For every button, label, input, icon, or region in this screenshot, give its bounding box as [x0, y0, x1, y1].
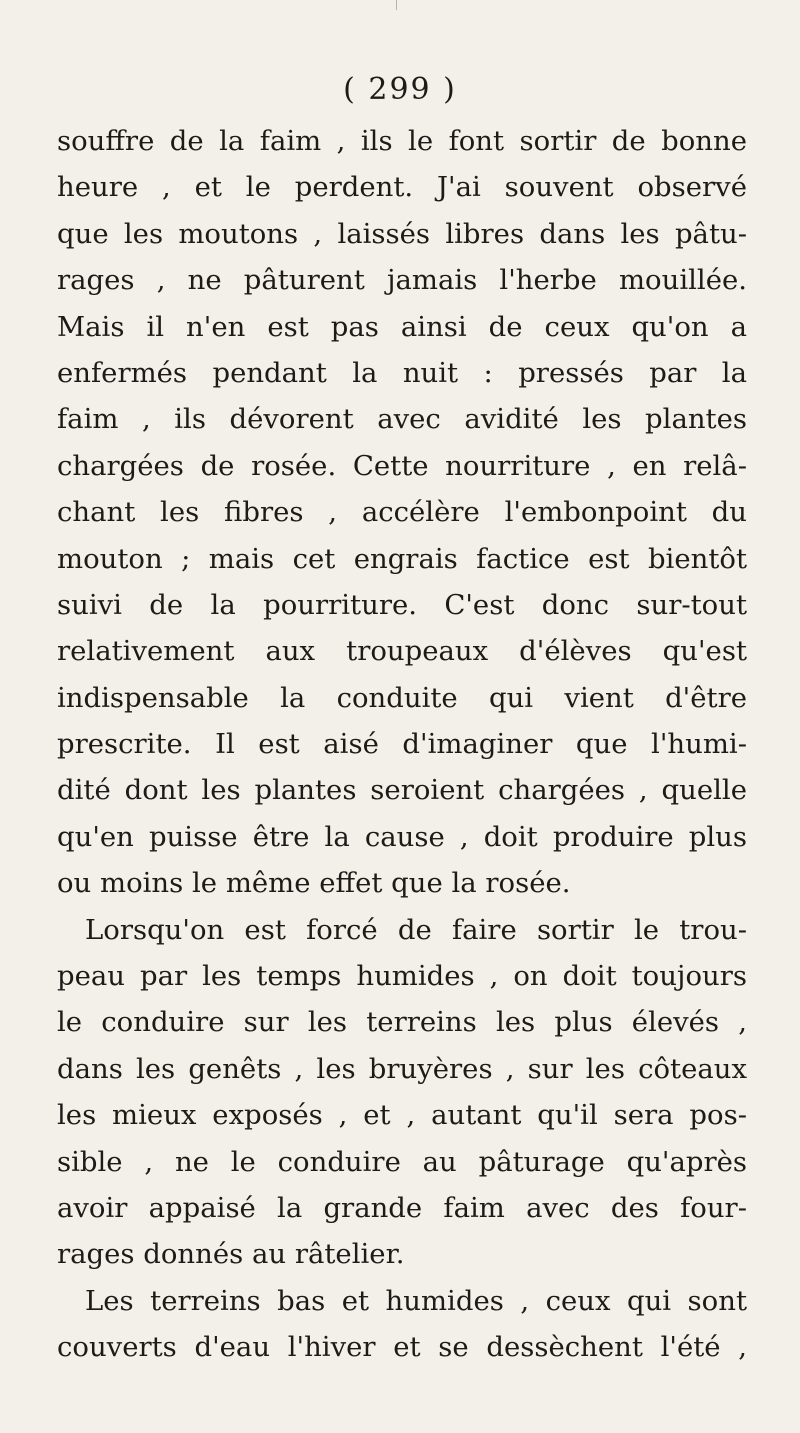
text-line: que les moutons , laissés libres dans les pâtu- [57, 217, 747, 250]
text-line: ou moins le même effet que la rosée. [57, 867, 571, 900]
page-number: ( 299 ) [343, 72, 457, 107]
text-line: les mieux exposés , et , autant qu'il sera pos- [57, 1099, 747, 1132]
text-line: Mais il n'en est pas ainsi de ceux qu'on a [57, 310, 747, 343]
text-line: chargées de rosée. Cette nourriture , en relâ- [57, 449, 747, 482]
text-line: rages , ne pâturent jamais l'herbe mouillée. [57, 264, 747, 297]
text-line: prescrite. Il est aisé d'imaginer que l'humi- [57, 728, 747, 761]
text-line: dité dont les plantes seroient chargées , quelle [57, 774, 747, 807]
text-line: suivi de la pourriture. C'est donc sur-tout [57, 588, 747, 621]
text-line: Lorsqu'on est forcé de faire sortir le trou- [85, 913, 747, 946]
text-line: sible , ne le conduire au pâturage qu'après [57, 1145, 747, 1178]
page-fold-mark [396, 0, 397, 10]
text-line: rages donnés au râtelier. [57, 1238, 405, 1271]
text-line: avoir appaisé la grande faim avec des four- [57, 1191, 747, 1224]
text-line: le conduire sur les terreins les plus élevés , [57, 1006, 747, 1039]
text-line: peau par les temps humides , on doit toujours [57, 960, 747, 993]
text-line: couverts d'eau l'hiver et se dessèchent l'été , [57, 1331, 747, 1364]
text-line: relativement aux troupeaux d'élèves qu'est [57, 635, 747, 668]
text-line: qu'en puisse être la cause , doit produire plus [57, 820, 747, 853]
text-line: indispensable la conduite qui vient d'être [57, 681, 747, 714]
text-line: chant les fibres , accélère l'embonpoint du [57, 496, 747, 529]
text-line: enfermés pendant la nuit : pressés par la [57, 356, 747, 389]
text-line: dans les genêts , les bruyères , sur les côteaux [57, 1052, 747, 1085]
text-line: Les terreins bas et humides , ceux qui sont [85, 1284, 747, 1317]
body-text [57, 118, 747, 1371]
text-line: mouton ; mais cet engrais factice est bientôt [57, 542, 747, 575]
text-line: faim , ils dévorent avec avidité les plantes [57, 403, 747, 436]
text-line: heure , et le perdent. J'ai souvent observé [57, 171, 747, 204]
text-line: souffre de la faim , ils le font sortir de bonne [57, 125, 747, 157]
